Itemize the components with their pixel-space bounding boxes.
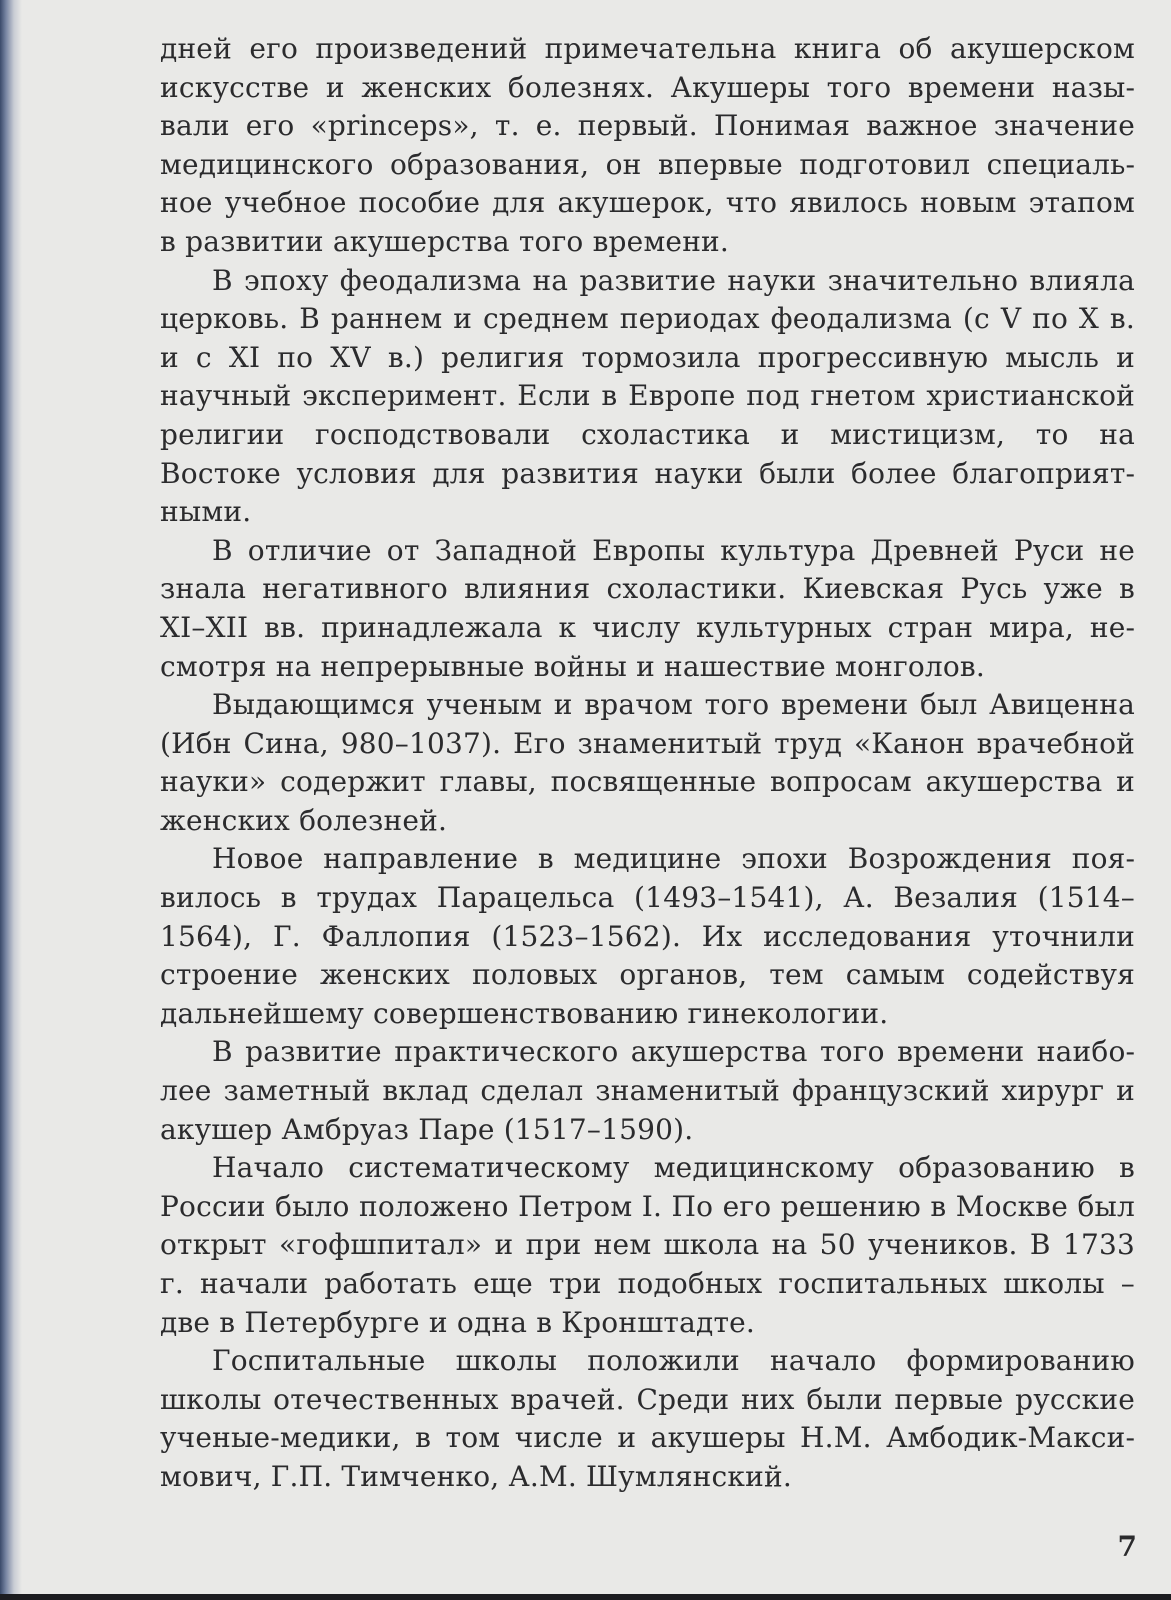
paragraph-hospital-schools: Госпитальные школы положили начало формированию школы отечественных врачей. Среди них были первые русские ученые-медики, в том числе и акушеры Н.М. Амбодик-Максимович, Г.П. Тимченко, А.М. Шумлянский. <box>160 1344 1135 1493</box>
paragraph-ancient-rus: В отличие от Западной Европы культура Древней Руси не знала негативного влияния схоластики. Киевская Русь уже в XI–XII вв. принадлежала к числу культурных стран мира, несмотря на непрерывные войны и нашествие монголов. <box>160 533 1135 683</box>
paragraph-pare: В развитие практического акушерства того времени наиболее заметный вклад сделал знаменитый французский хирург и акушер Амбруаз Паре (1517–1590). <box>160 1035 1135 1146</box>
bottom-edge <box>0 1594 1171 1600</box>
book-spine-edge <box>0 0 22 1600</box>
page-number: 7 <box>1117 1530 1137 1563</box>
paragraph-russia-education: Начало систематическому медицинскому образованию в России было положено Петром I. По его решению в Москве был открыт «гофшпитал» и при нем школа на 50 учеников. В 1733 г. начали работать еще три подобных госпитальных школы – две в Петербурге и одна в Кронштадте. <box>160 1151 1135 1339</box>
paragraph-feudalism: В эпоху феодализма на развитие науки значительно влияла церковь. В раннем и среднем периодах феодализма (с V по X в. и с XI по XV в.) религия тормозила прогрессивную мысль и научный эксперимент. Если в Европе под гнетом христианской религии господствовали схоластика и мистицизм, то на Востоке условия для развития науки были более благоприятными. <box>160 263 1135 529</box>
body-text <box>160 30 1135 1497</box>
paragraph-avicenna: Выдающимся ученым и врачом того времени был Авиценна (Ибн Сина, 980–1037). Его знаменитый труд «Канон врачебной науки» содержит главы, посвященные вопросам акушерства и женских болезней. <box>160 688 1135 837</box>
paragraph-renaissance: Новое направление в медицине эпохи Возрождения появилось в трудах Парацельса (1493–1541), А. Везалия (1514–1564), Г. Фаллопия (1523–1562). Их исследования уточнили строение женских половых органов, тем самым содействуя дальнейшему совершенствованию гинекологии. <box>160 842 1135 1030</box>
paragraph-continuation: дней его произведений примечательна книга об акушерском искусстве и женских болезнях. Акушеры того времени называли его «princeps», т. е. первый. Понимая важное значение медицинского образования, он впервые подготовил специальное учебное пособие для акушерок, что явилось новым этапом в развитии акушерства того времени. <box>160 32 1135 258</box>
